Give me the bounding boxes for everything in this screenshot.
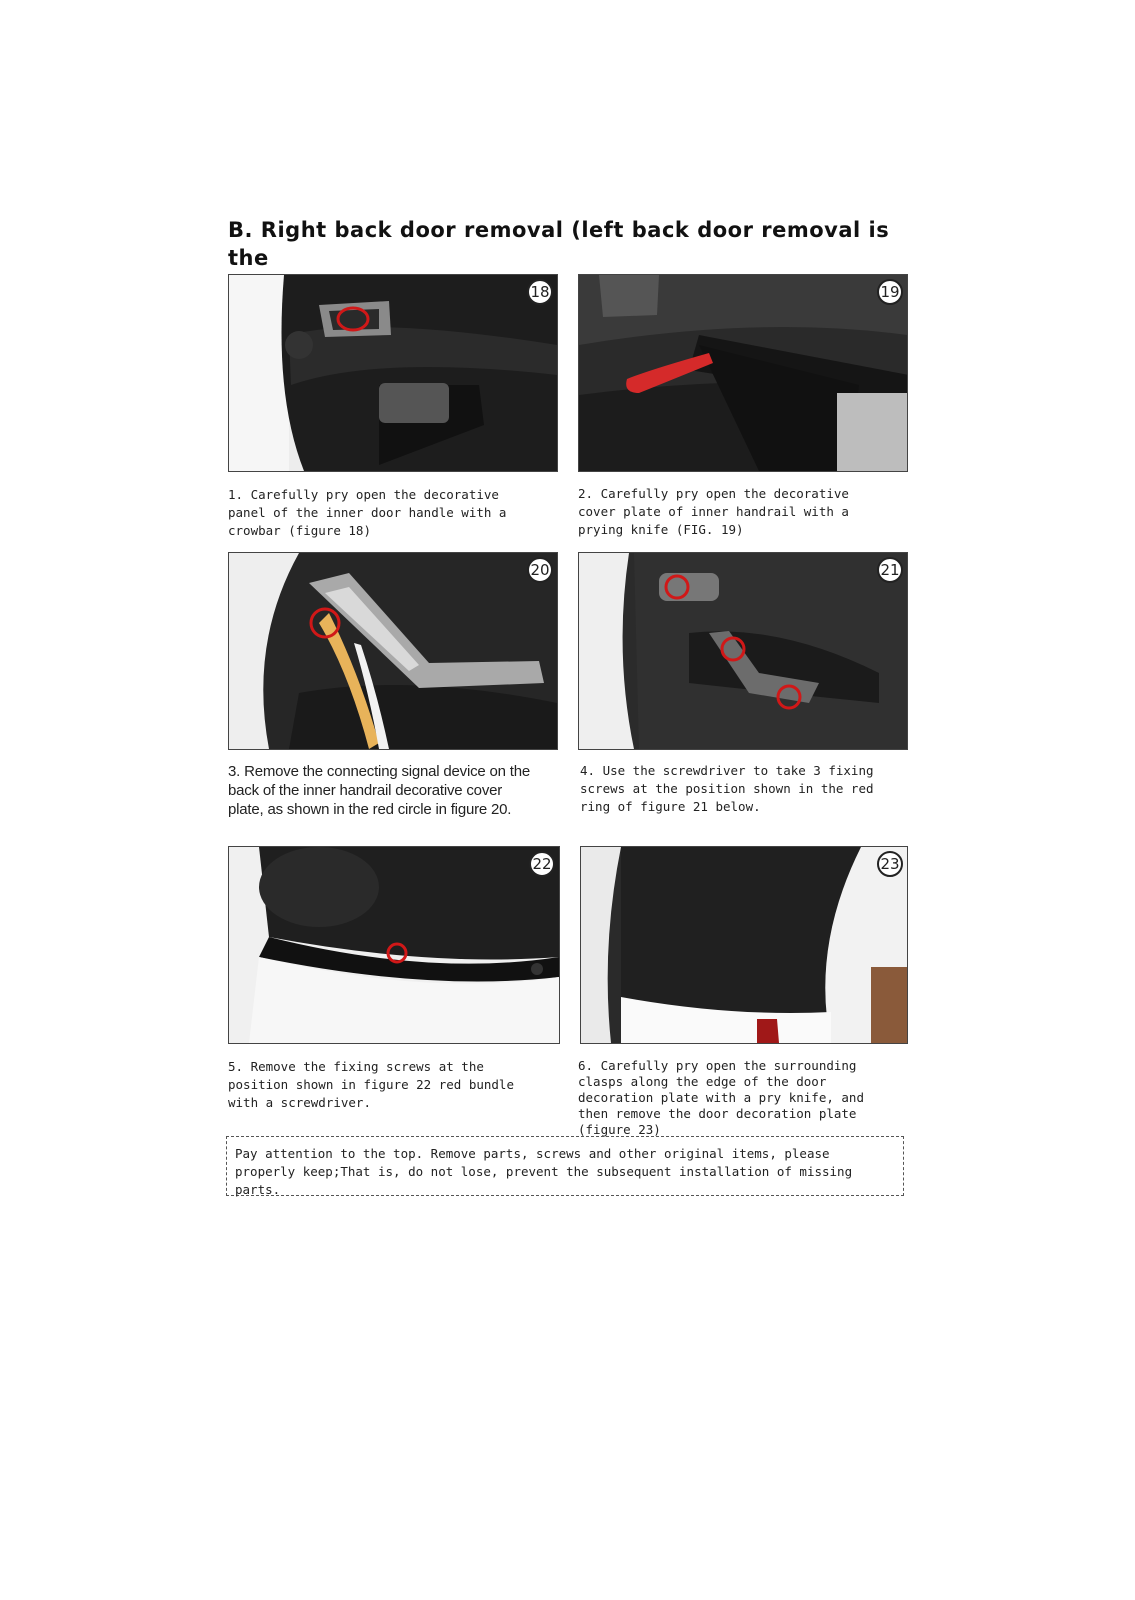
attention-note: Pay attention to the top. Remove parts, screws and other original items, please properly keep;That is, do not lose, prevent the subsequent installation of missing parts. <box>226 1136 904 1196</box>
photo-figure-18 <box>228 274 558 472</box>
highlight-ring <box>229 847 559 1043</box>
figure-number-badge: 20 <box>527 557 553 583</box>
photo-figure-22 <box>228 846 560 1044</box>
figure-number-badge: 22 <box>529 851 555 877</box>
highlight-ring <box>229 275 557 471</box>
step-1-caption: 1. Carefully pry open the decorative panel of the inner door handle with a crowbar (figure 18) <box>228 487 507 538</box>
photo-figure-20 <box>228 552 558 750</box>
handrail-pry-photo <box>579 275 907 471</box>
step-6-caption: 6. Carefully pry open the surrounding clasps along the edge of the door decoration plate with a pry knife, and then remove the door decoration plate (figure 23) <box>578 1058 864 1137</box>
step-4-caption: 4. Use the screwdriver to take 3 fixing screws at the position shown in the red ring of figure 21 below. <box>580 763 874 814</box>
highlight-ring <box>229 553 557 749</box>
figure-number-badge: 19 <box>877 279 903 305</box>
figure-number-badge: 21 <box>877 557 903 583</box>
step-5-caption: 5. Remove the fixing screws at the position shown in figure 22 red bundle with a screwdriver. <box>228 1059 514 1110</box>
photo-figure-19 <box>578 274 908 472</box>
figure-number-badge: 23 <box>877 851 903 877</box>
step-2-caption: 2. Carefully pry open the decorative cover plate of inner handrail with a prying knife (FIG. 19) <box>578 486 849 537</box>
photo-figure-21 <box>578 552 908 750</box>
photo-figure-23 <box>580 846 908 1044</box>
step-3-caption: 3. Remove the connecting signal device on the back of the inner handrail decorative cover plate, as shown in the red circle in figure 20. <box>228 763 531 818</box>
figure-number-badge: 18 <box>527 279 553 305</box>
highlight-rings <box>579 553 907 749</box>
heading-line-1: B. Right back door removal (left back door removal is the <box>228 218 890 270</box>
door-trim-removal-photo <box>581 847 907 1043</box>
